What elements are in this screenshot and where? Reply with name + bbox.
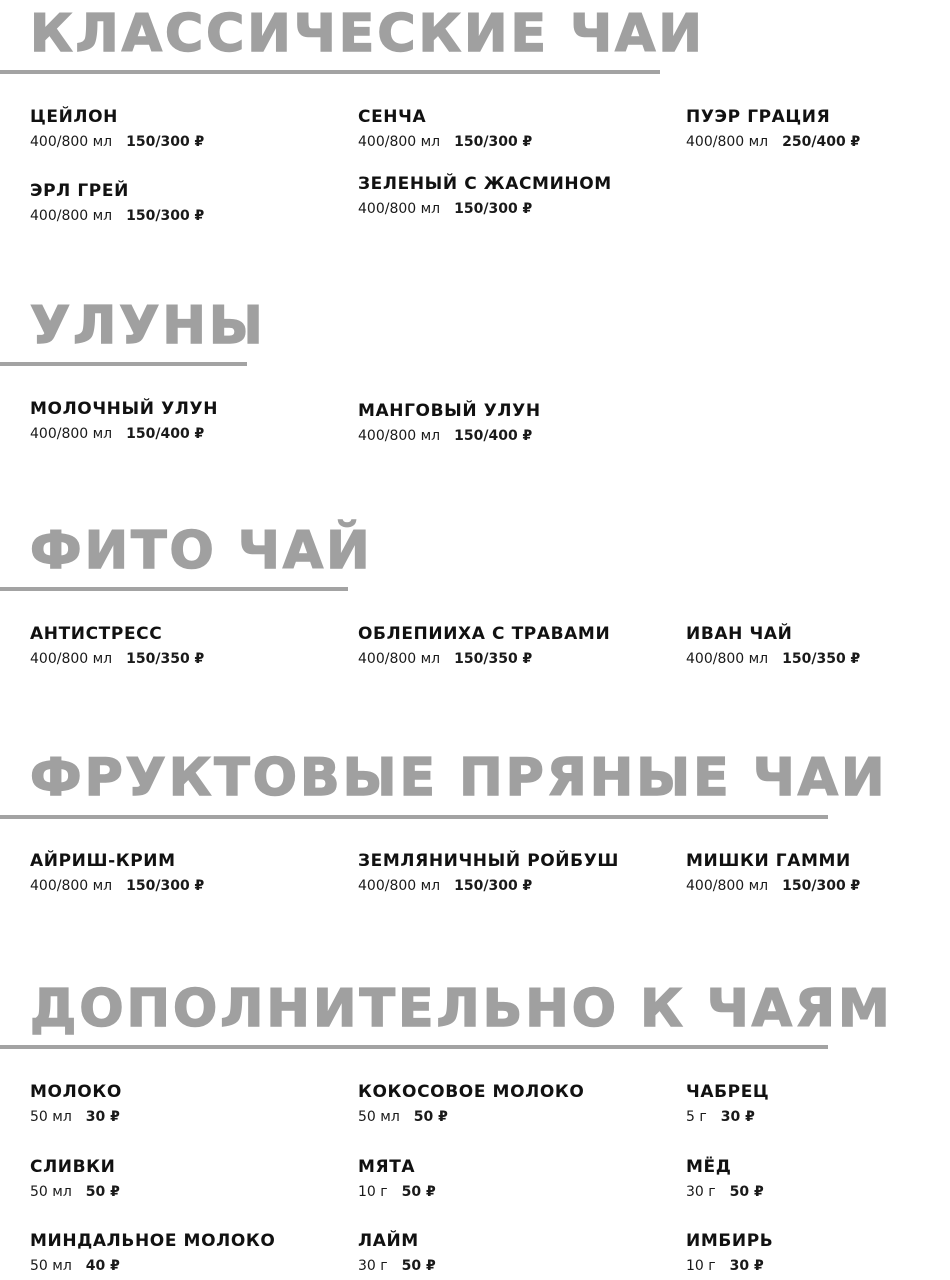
item-name: ЗЕМЛЯНИЧНЫЙ РОЙБУШ [358,851,620,871]
item-volume: 400/800 мл [358,651,441,667]
menu-item [30,181,204,225]
section-divider [0,70,660,74]
item-price: 250/400 ₽ [782,134,861,150]
item-name: ИВАН ЧАЙ [686,624,793,644]
item-price: 50 ₽ [85,1184,120,1200]
item-price: 150/300 ₽ [454,878,533,894]
item-volume: 50 мл [30,1184,72,1200]
item-volume: 400/800 мл [358,134,441,150]
item-volume: 400/800 мл [358,878,441,894]
menu-item [30,1231,275,1275]
item-price: 30 ₽ [729,1258,764,1274]
item-price: 150/300 ₽ [454,201,533,217]
section-title-oolongs: УЛУНЫ [30,296,266,356]
menu-item [358,1231,436,1275]
section-divider [0,1045,828,1049]
menu-item [30,1157,120,1201]
menu-item [358,401,541,445]
menu-item [30,107,204,151]
menu-item [30,624,204,668]
item-price: 150/350 ₽ [454,651,533,667]
item-name: КОКОСОВОЕ МОЛОКО [358,1082,585,1102]
item-price: 150/350 ₽ [126,651,205,667]
menu-item [358,107,532,151]
item-volume: 400/800 мл [358,428,441,444]
item-name: ИМБИРЬ [686,1231,774,1251]
item-name: МЯТА [358,1157,416,1177]
item-name: АЙРИШ-КРИМ [30,851,176,871]
menu-item [30,851,204,895]
item-name: ОБЛЕПИИХА С ТРАВАМИ [358,624,611,644]
item-volume: 400/800 мл [686,651,769,667]
item-name: МОЛОКО [30,1082,122,1102]
item-price: 150/300 ₽ [126,208,205,224]
item-price: 150/300 ₽ [454,134,533,150]
item-volume: 50 мл [30,1109,72,1125]
item-price: 30 ₽ [720,1109,755,1125]
item-name: МЁД [686,1157,732,1177]
item-name: ЧАБРЕЦ [686,1082,770,1102]
item-name: ЦЕЙЛОН [30,107,119,127]
item-name: АНТИСТРЕСС [30,624,163,644]
menu-item [358,624,610,668]
item-volume: 400/800 мл [358,201,441,217]
item-volume: 50 мл [358,1109,400,1125]
section-divider [0,362,247,366]
item-volume: 400/800 мл [30,134,113,150]
item-price: 50 ₽ [401,1184,436,1200]
menu-item [30,1082,122,1126]
item-price: 150/300 ₽ [782,878,861,894]
item-name: ЭРЛ ГРЕЙ [30,181,129,201]
item-volume: 5 г [686,1109,707,1125]
menu-item [30,399,218,443]
menu-item [686,107,860,151]
item-volume: 400/800 мл [686,878,769,894]
item-volume: 400/800 мл [30,651,113,667]
item-name: СЕНЧА [358,107,427,127]
item-name: СЛИВКИ [30,1157,116,1177]
item-volume: 30 г [358,1258,388,1274]
menu-item [686,1231,773,1275]
item-volume: 400/800 мл [30,426,113,442]
item-volume: 400/800 мл [30,208,113,224]
item-price: 150/300 ₽ [126,134,205,150]
item-price: 30 ₽ [85,1109,120,1125]
menu-item [686,1157,764,1201]
menu-item [358,851,619,895]
item-name: ПУЭР ГРАЦИЯ [686,107,831,127]
item-name: МИШКИ ГАММИ [686,851,851,871]
section-divider [0,815,828,819]
item-volume: 30 г [686,1184,716,1200]
section-title-tea-extras: ДОПОЛНИТЕЛЬНО К ЧАЯМ [30,979,893,1039]
section-divider [0,587,348,591]
item-volume: 10 г [358,1184,388,1200]
menu-item [686,1082,769,1126]
item-name: ЗЕЛЕНЫЙ С ЖАСМИНОМ [358,174,612,194]
menu-item [358,1157,436,1201]
item-volume: 10 г [686,1258,716,1274]
item-volume: 400/800 мл [686,134,769,150]
item-volume: 400/800 мл [30,878,113,894]
item-price: 50 ₽ [401,1258,436,1274]
item-volume: 50 мл [30,1258,72,1274]
item-name: МИНДАЛЬНОЕ МОЛОКО [30,1231,276,1251]
item-price: 40 ₽ [85,1258,120,1274]
item-price: 50 ₽ [729,1184,764,1200]
item-price: 50 ₽ [413,1109,448,1125]
section-title-fruit-spiced-teas: ФРУКТОВЫЕ ПРЯНЫЕ ЧАИ [30,748,888,808]
item-price: 150/350 ₽ [782,651,861,667]
item-name: ЛАЙМ [358,1231,419,1251]
menu-item [686,624,860,668]
menu-item [686,851,860,895]
menu-item [358,1082,584,1126]
section-title-herbal-tea: ФИТО ЧАЙ [30,521,373,581]
item-price: 150/300 ₽ [126,878,205,894]
item-price: 150/400 ₽ [126,426,205,442]
section-title-classic-teas: КЛАССИЧЕСКИЕ ЧАИ [30,4,705,64]
item-name: МОЛОЧНЫЙ УЛУН [30,399,219,419]
item-price: 150/400 ₽ [454,428,533,444]
menu-item [358,174,612,218]
item-name: МАНГОВЫЙ УЛУН [358,401,541,421]
